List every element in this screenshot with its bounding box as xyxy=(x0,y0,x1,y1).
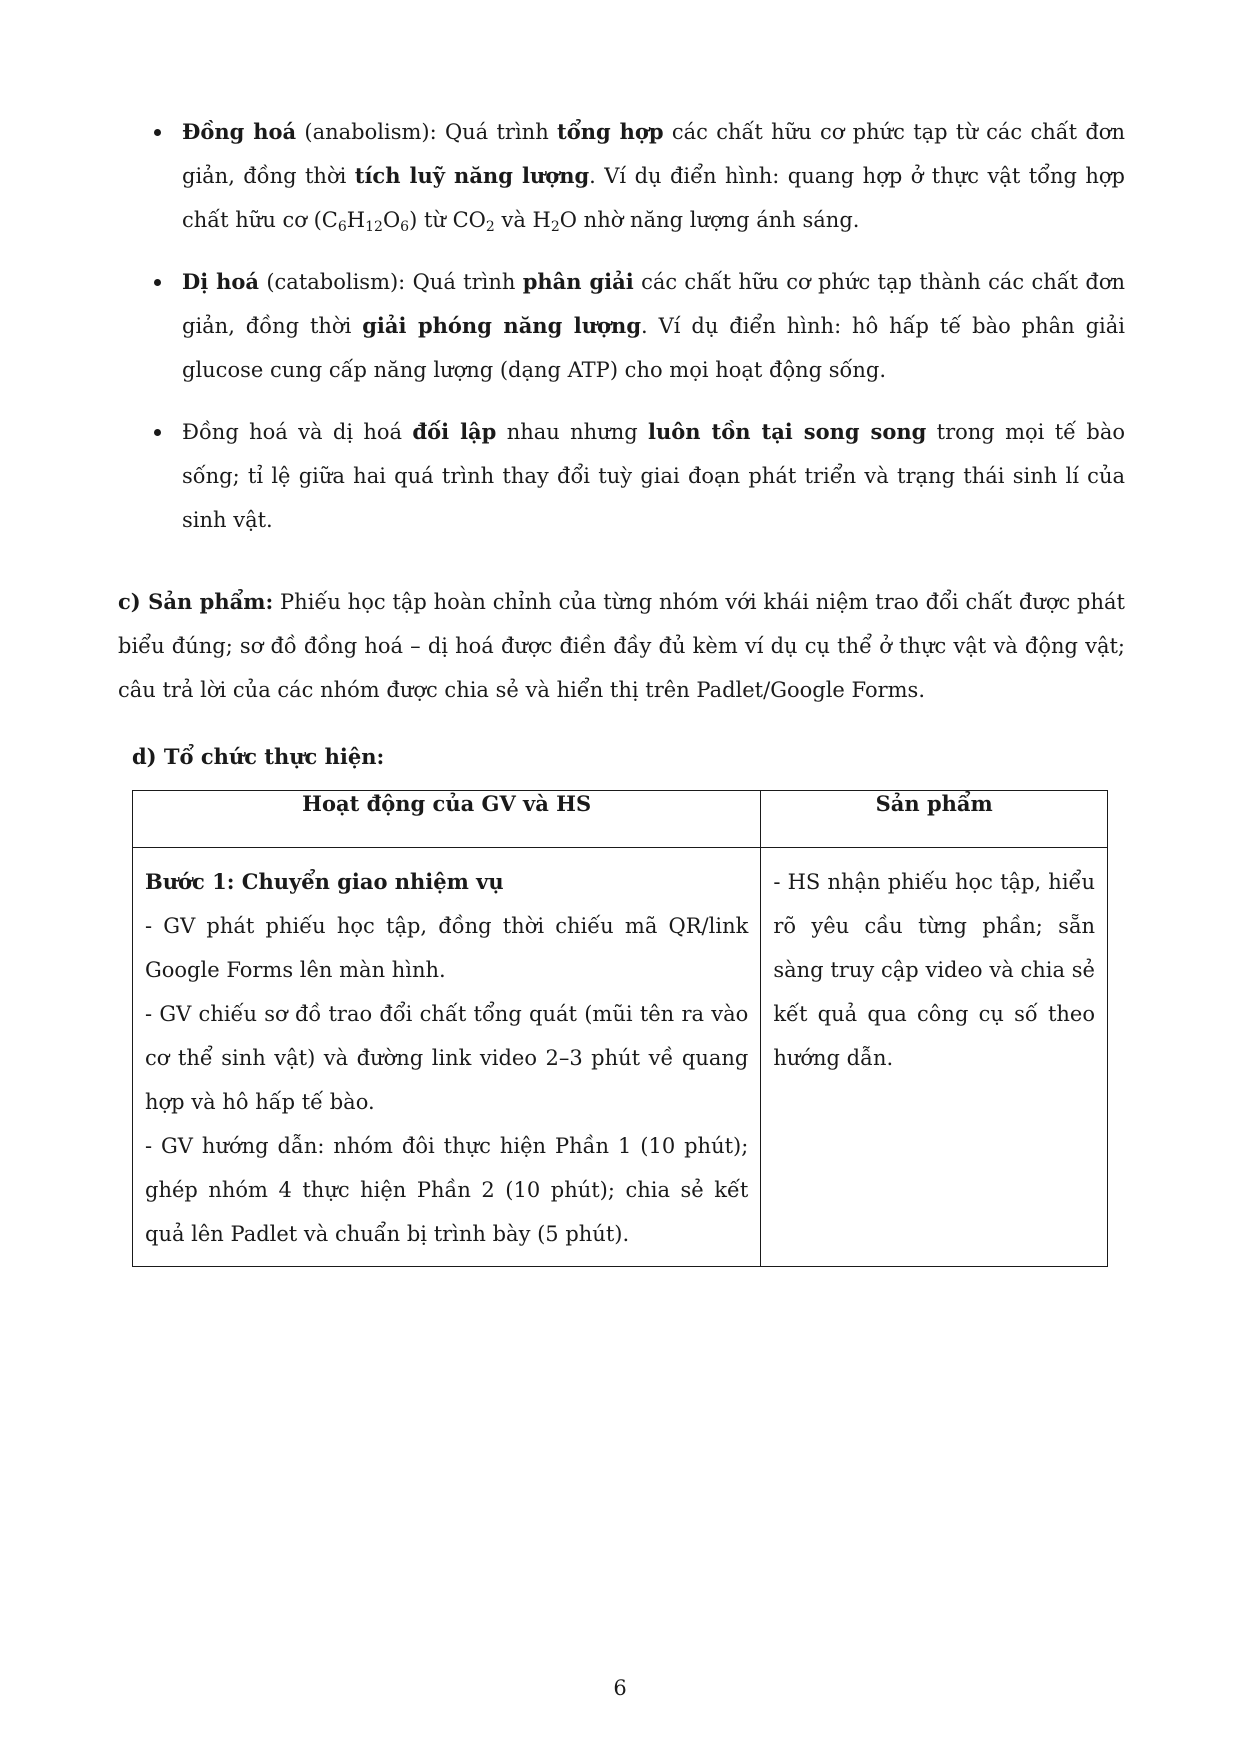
step-title: Bước 1: Chuyển giao nhiệm vụ xyxy=(145,869,504,894)
subscript: 12 xyxy=(365,219,383,235)
bold-segment: đối lập xyxy=(412,419,497,444)
subscript: 6 xyxy=(400,219,410,235)
bold-segment: tích luỹ năng lượng xyxy=(354,163,590,188)
text-segment: H xyxy=(346,208,366,232)
text-segment: (anabolism): Quá trình xyxy=(296,120,558,144)
bold-segment: tổng hợp xyxy=(557,119,664,144)
product-text: Phiếu học tập hoàn chỉnh của từng nhóm với khái niệm trao đổi chất được phát biểu đúng; sơ đồ đồng hoá – dị hoá được điền đầy đủ kèm ví dụ cụ thể ở thực vật và động vật; câu trả lời của các nhóm được chia sẻ và hiển thị trên Padlet/Google Forms. xyxy=(118,590,1125,702)
product-paragraph xyxy=(118,580,1125,712)
text-segment: các chất hữu cơ phức tạp từ các chất đơn giản, đồng thời xyxy=(182,120,1125,188)
table-row xyxy=(133,848,1108,1267)
bold-segment: luôn tồn tại song song xyxy=(648,419,927,444)
activity-line: - GV hướng dẫn: nhóm đôi thực hiện Phần 1 (10 phút); ghép nhóm 4 thực hiện Phần 2 (10 phút); chia sẻ kết quả lên Padlet và chuẩn bị trình bày (5 phút). xyxy=(145,1134,749,1246)
header-product: Sản phẩm xyxy=(761,791,1108,848)
term-anabolism: Đồng hoá xyxy=(182,119,297,144)
activity-table xyxy=(132,790,1108,1267)
bullet-relationship xyxy=(150,410,1125,542)
text-segment: các chất hữu cơ phức tạp thành các chất đơn giản, đồng thời xyxy=(182,270,1125,338)
subscript: 2 xyxy=(550,219,560,235)
page-number: 6 xyxy=(613,1676,627,1700)
header-activity: Hoạt động của GV và HS xyxy=(133,791,761,848)
text-segment: ) từ CO xyxy=(409,208,486,232)
term-catabolism: Dị hoá xyxy=(182,269,260,294)
text-segment: nhau nhưng xyxy=(496,420,649,444)
bullet-dot-icon xyxy=(154,429,161,436)
bold-segment: phân giải xyxy=(522,269,634,294)
text-segment: . Ví dụ điển hình: quang hợp ở thực vật tổng hợp chất hữu cơ (C xyxy=(182,164,1125,232)
activity-line: - GV phát phiếu học tập, đồng thời chiếu mã QR/link Google Forms lên màn hình. xyxy=(145,914,749,982)
text-segment: Đồng hoá và dị hoá xyxy=(182,420,413,444)
activity-line: - GV chiếu sơ đồ trao đổi chất tổng quát (mũi tên ra vào cơ thể sinh vật) và đường link video 2–3 phút về quang hợp và hô hấp tế bào. xyxy=(145,1002,749,1114)
bullet-anabolism xyxy=(150,110,1125,242)
text-segment: (catabolism): Quá trình xyxy=(259,270,523,294)
activity-cell xyxy=(133,848,761,1267)
product-label: c) Sản phẩm: xyxy=(118,589,274,614)
text-segment: trong mọi tế bào sống; tỉ lệ giữa hai quá trình thay đổi tuỳ giai đoạn phát triển và trạng thái sinh lí của sinh vật. xyxy=(182,420,1126,532)
organization-heading: d) Tổ chức thực hiện: xyxy=(132,744,385,769)
bullet-dot-icon xyxy=(154,279,161,286)
subscript: 6 xyxy=(337,219,347,235)
subscript: 2 xyxy=(485,219,495,235)
text-segment: O nhờ năng lượng ánh sáng. xyxy=(559,208,860,232)
text-segment: . Ví dụ điển hình: hô hấp tế bào phân giải glucose cung cấp năng lượng (dạng ATP) cho mọi hoạt động sống. xyxy=(182,314,1125,382)
text-segment: O xyxy=(382,208,401,232)
text-segment: và H xyxy=(494,208,551,232)
bold-segment: giải phóng năng lượng xyxy=(362,313,642,338)
concept-bullet-list xyxy=(150,110,1125,560)
product-cell: - HS nhận phiếu học tập, hiểu rõ yêu cầu từng phần; sẵn sàng truy cập video và chia sẻ kết quả qua công cụ số theo hướng dẫn. xyxy=(761,848,1108,1267)
table-header-row xyxy=(133,791,1108,848)
bullet-catabolism xyxy=(150,260,1125,392)
bullet-dot-icon xyxy=(154,129,161,136)
